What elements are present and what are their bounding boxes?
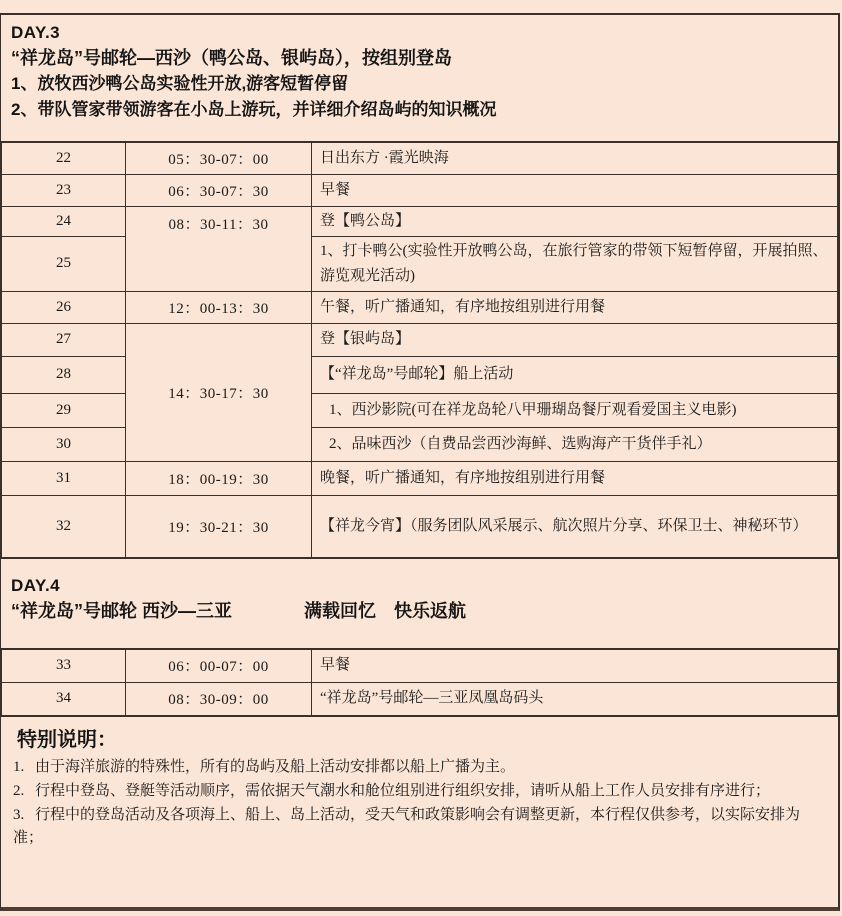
row-number-cell: 28 bbox=[2, 356, 126, 393]
row-number-cell: 33 bbox=[2, 649, 126, 682]
day3-label: DAY.3 bbox=[11, 23, 61, 42]
row-number-cell: 27 bbox=[2, 323, 126, 356]
row-number-cell: 32 bbox=[2, 495, 126, 558]
activity-cell: 1、西沙影院(可在祥龙岛轮八甲珊瑚岛餐厅观看爱国主义电影) bbox=[312, 393, 838, 427]
note-text: 行程中的登岛活动及各项海上、船上、岛上活动，受天气和政策影响会有调整更新，本行程仅供参考，以实际安排为准； bbox=[13, 807, 801, 846]
note-number: 3. bbox=[13, 807, 25, 823]
table-row bbox=[2, 461, 838, 495]
special-notes-heading: 特别说明： bbox=[17, 729, 117, 751]
table-row bbox=[2, 649, 838, 682]
activity-cell: 【祥龙今宵】（服务团队风采展示、航次照片分享、环保卫士、神秘环节） bbox=[312, 495, 838, 558]
table-row bbox=[2, 291, 838, 323]
day3-point-1: 1、放牧西沙鸭公岛实验性开放,游客短暂停留 bbox=[11, 74, 349, 93]
row-number-cell: 25 bbox=[2, 236, 126, 291]
row-number-cell: 23 bbox=[2, 174, 126, 206]
activity-cell: “祥龙岛”号邮轮—三亚凤凰岛码头 bbox=[312, 682, 838, 716]
day3-point-2: 2、带队管家带领游客在小岛上游玩，并详细介绍岛屿的知识概况 bbox=[11, 100, 497, 119]
special-notes-section bbox=[1, 717, 838, 850]
time-cell: 12：00-13：30 bbox=[126, 291, 312, 323]
row-number-cell: 22 bbox=[2, 142, 126, 174]
note-item bbox=[13, 756, 826, 779]
activity-cell: 早餐 bbox=[312, 649, 838, 682]
time-cell-merged: 08：30-11：30 bbox=[126, 206, 312, 291]
day3-header bbox=[1, 15, 838, 141]
day4-header bbox=[1, 559, 838, 648]
note-text: 由于海洋旅游的特殊性，所有的岛屿及船上活动安排都以船上广播为主。 bbox=[35, 759, 516, 775]
day4-label: DAY.4 bbox=[11, 576, 61, 595]
note-number: 1. bbox=[13, 759, 25, 775]
row-number-cell: 31 bbox=[2, 461, 126, 495]
itinerary-sheet bbox=[0, 13, 840, 911]
table-row bbox=[2, 323, 838, 356]
table-row bbox=[2, 495, 838, 558]
activity-cell: 1、打卡鸭公(实验性开放鸭公岛，在旅行管家的带领下短暂停留，开展拍照、游览观光活动) bbox=[312, 236, 838, 291]
day4-schedule-table bbox=[1, 648, 838, 717]
table-row bbox=[2, 142, 838, 174]
day4-title: “祥龙岛”号邮轮 西沙—三亚 满载回忆 快乐返航 bbox=[11, 601, 466, 621]
row-number-cell: 29 bbox=[2, 393, 126, 427]
note-number: 2. bbox=[13, 783, 25, 799]
time-cell-merged: 14：30-17：30 bbox=[126, 323, 312, 461]
time-cell: 18：00-19：30 bbox=[126, 461, 312, 495]
time-cell: 05：30-07：00 bbox=[126, 142, 312, 174]
note-item bbox=[13, 780, 826, 803]
activity-cell: 早餐 bbox=[312, 174, 838, 206]
note-text: 行程中登岛、登艇等活动顺序，需依据天气潮水和舱位组别进行组织安排，请听从船上工作人员安排有序进行； bbox=[35, 783, 771, 799]
time-cell: 19：30-21：30 bbox=[126, 495, 312, 558]
row-number-cell: 30 bbox=[2, 427, 126, 461]
time-cell: 06：30-07：30 bbox=[126, 174, 312, 206]
time-cell: 06：00-07：00 bbox=[126, 649, 312, 682]
row-number-cell: 24 bbox=[2, 206, 126, 236]
activity-cell: 日出东方 ·霞光映海 bbox=[312, 142, 838, 174]
activity-cell: 【“祥龙岛”号邮轮】船上活动 bbox=[312, 356, 838, 393]
time-cell: 08：30-09：00 bbox=[126, 682, 312, 716]
activity-cell: 登【银屿岛】 bbox=[312, 323, 838, 356]
day3-title: “祥龙岛”号邮轮—西沙（鸭公岛、银屿岛），按组别登岛 bbox=[11, 48, 452, 68]
day3-schedule-table bbox=[1, 141, 838, 559]
activity-cell: 晚餐，听广播通知，有序地按组别进行用餐 bbox=[312, 461, 838, 495]
table-row bbox=[2, 174, 838, 206]
activity-cell: 午餐，听广播通知，有序地按组别进行用餐 bbox=[312, 291, 838, 323]
note-item bbox=[13, 804, 826, 850]
activity-cell: 2、品味西沙（自费品尝西沙海鲜、选购海产干货伴手礼） bbox=[312, 427, 838, 461]
table-row bbox=[2, 682, 838, 716]
activity-cell: 登【鸭公岛】 bbox=[312, 206, 838, 236]
row-number-cell: 34 bbox=[2, 682, 126, 716]
table-row bbox=[2, 206, 838, 236]
row-number-cell: 26 bbox=[2, 291, 126, 323]
